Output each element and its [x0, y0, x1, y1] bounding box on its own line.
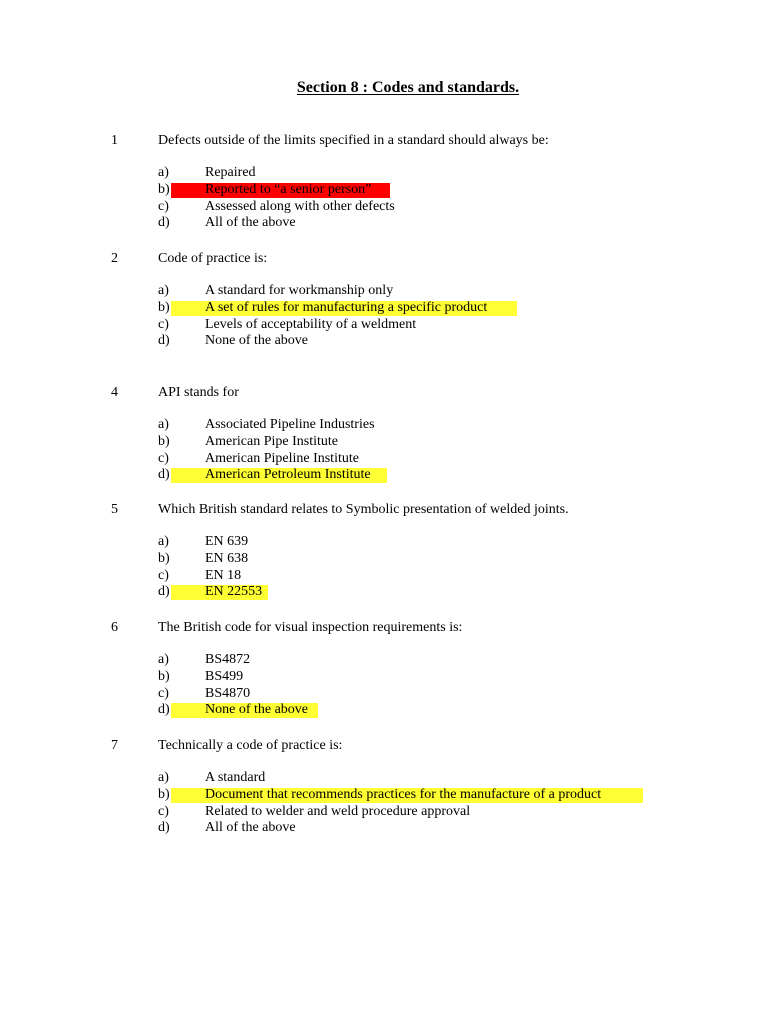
option-text: Levels of acceptability of a weldment [205, 316, 417, 332]
option-letter: c) [158, 198, 169, 214]
option-letter: c) [158, 450, 169, 466]
section-title: Section 8 : Codes and standards. [296, 79, 520, 96]
option-letter: d) [158, 702, 170, 718]
option-letter: c) [158, 803, 169, 819]
question-number: 1 [111, 133, 118, 148]
option-text: A set of rules for manufacturing a specific product [205, 299, 488, 315]
option-letter: b) [158, 786, 170, 802]
option-letter: d) [158, 584, 170, 600]
question-number: 7 [111, 738, 118, 753]
question-text: Which British standard relates to Symbolic presentation of welded joints. [158, 502, 569, 517]
option-text: Document that recommends practices for the manufacture of a product [205, 786, 602, 802]
option-text: All of the above [205, 215, 296, 231]
option-text: BS4872 [205, 652, 251, 667]
option-letter: a) [158, 534, 169, 549]
option-text: Related to welder and weld procedure approval [205, 803, 471, 819]
option-letter: b) [158, 668, 170, 684]
option-text: American Pipeline Institute [205, 450, 359, 466]
option-text: None of the above [205, 702, 309, 718]
option-letter: d) [158, 820, 170, 836]
option-text: American Petroleum Institute [205, 467, 371, 483]
option-letter: a) [158, 770, 169, 785]
option-text: BS4870 [205, 685, 251, 701]
option-text: American Pipe Institute [205, 433, 338, 449]
option-letter: b) [158, 299, 170, 315]
option-letter: a) [158, 165, 169, 180]
option-text: Associated Pipeline Industries [205, 417, 375, 432]
option-text: All of the above [205, 820, 296, 836]
question-number: 6 [111, 620, 118, 635]
option-letter: b) [158, 550, 170, 566]
option-letter: a) [158, 283, 169, 298]
option-letter: d) [158, 215, 170, 231]
option-text: EN 639 [205, 534, 249, 549]
option-letter: c) [158, 316, 169, 332]
question-number: 4 [111, 385, 118, 400]
option-text: A standard for workmanship only [205, 283, 394, 298]
option-letter: b) [158, 181, 170, 197]
option-text: Assessed along with other defects [205, 198, 395, 214]
question-text: API stands for [158, 385, 239, 400]
option-letter: d) [158, 467, 170, 483]
option-letter: a) [158, 417, 169, 432]
option-text: A standard [205, 770, 266, 785]
option-text: EN 22553 [205, 584, 263, 600]
question-text: The British code for visual inspection requirements is: [158, 620, 463, 635]
question-number: 5 [111, 502, 118, 517]
option-text: EN 18 [205, 567, 242, 583]
question-text: Defects outside of the limits specified in a standard should always be: [158, 133, 549, 148]
option-text: Reported to “a senior person” [205, 181, 372, 197]
option-letter: c) [158, 685, 169, 701]
option-letter: d) [158, 333, 170, 349]
option-text: BS499 [205, 668, 244, 684]
question-text: Technically a code of practice is: [158, 738, 343, 753]
option-letter: c) [158, 567, 169, 583]
option-letter: a) [158, 652, 169, 667]
question-number: 2 [111, 251, 118, 266]
option-letter: b) [158, 433, 170, 449]
option-text: EN 638 [205, 550, 249, 566]
question-text: Code of practice is: [158, 251, 268, 266]
option-text: Repaired [205, 165, 256, 180]
option-text: None of the above [205, 333, 309, 349]
